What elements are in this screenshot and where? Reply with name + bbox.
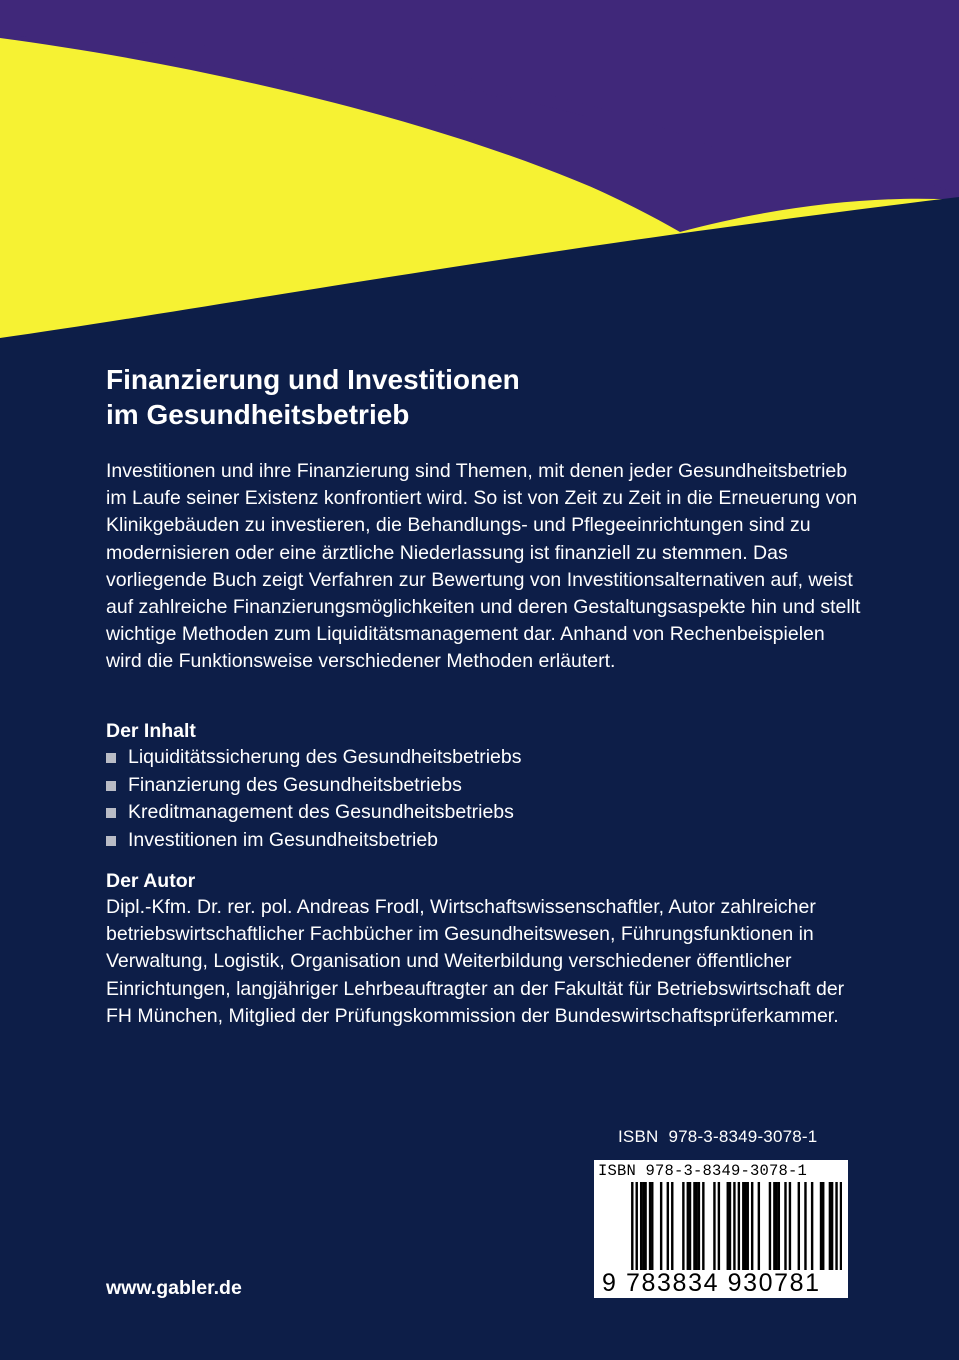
list-item xyxy=(106,772,846,800)
barcode-bar xyxy=(644,1182,646,1272)
barcode-bar xyxy=(804,1182,806,1272)
barcode-bar xyxy=(822,1182,824,1272)
list-item xyxy=(106,744,846,772)
barcode-bar xyxy=(693,1182,695,1272)
barcode xyxy=(594,1160,848,1298)
author-paragraph: Dipl.-Kfm. Dr. rer. pol. Andreas Frodl, Wirtschaftswissenschaftler, Autor zahlreicher betriebswirtschaftlicher Fachbücher im Gesundheitswesen, Führungsfunktionen in Verwaltung, Logistik, Organisation und Weiterbildung verschiedener öffentlicher Einrichtungen, langjähriger Lehrbeauftragter an der Fakultät für Betriebswirtschaft der FH München, Mitglied der Prüfungskommission der Bundeswirtschaftsprüferkammer. xyxy=(106,896,845,1027)
barcode-bar xyxy=(702,1182,704,1272)
barcode-bar xyxy=(649,1182,651,1272)
barcode-bar xyxy=(733,1182,735,1282)
barcode-bars-icon xyxy=(600,1182,842,1282)
square-bullet-icon xyxy=(106,808,116,818)
list-item-label: Kreditmanagement des Gesundheitsbetriebs xyxy=(128,801,514,823)
barcode-bar xyxy=(718,1182,720,1272)
barcode-isbn-text: ISBN 978-3-8349-3078-1 xyxy=(598,1162,808,1180)
barcode-bar xyxy=(789,1182,791,1272)
barcode-bar xyxy=(769,1182,771,1272)
barcode-bar xyxy=(775,1182,777,1272)
barcode-bar xyxy=(689,1182,691,1272)
title-line-2: im Gesundheitsbetrieb xyxy=(106,399,410,430)
list-item xyxy=(106,827,846,855)
barcode-bar xyxy=(773,1182,775,1272)
square-bullet-icon xyxy=(106,753,116,763)
barcode-bar xyxy=(651,1182,653,1272)
barcode-bar xyxy=(695,1182,697,1272)
barcode-bar xyxy=(729,1182,731,1272)
barcode-digits: 9 783834 930781 xyxy=(600,1270,846,1296)
barcode-bar xyxy=(742,1182,744,1272)
barcode-bar xyxy=(840,1182,842,1282)
barcode-bar xyxy=(682,1182,684,1272)
isbn-number: 978-3-8349-3078-1 xyxy=(668,1127,818,1146)
author-heading: Der Autor xyxy=(106,870,196,892)
square-bullet-icon xyxy=(106,836,116,846)
barcode-bar xyxy=(751,1182,753,1272)
barcode-bar xyxy=(687,1182,689,1272)
book-title xyxy=(106,362,866,432)
list-item-label: Investitionen im Gesundheitsbetrieb xyxy=(128,828,439,851)
barcode-bar xyxy=(744,1182,746,1272)
barcode-bar xyxy=(831,1182,833,1272)
barcode-bar xyxy=(727,1182,729,1272)
square-bullet-icon xyxy=(106,781,116,791)
isbn-label: ISBN xyxy=(618,1127,659,1146)
cover-swoosh-art xyxy=(0,0,959,345)
title-line-1: Finanzierung und Investitionen xyxy=(106,364,520,395)
barcode-bar xyxy=(784,1182,786,1272)
list-item xyxy=(106,799,846,827)
barcode-bar xyxy=(778,1182,780,1272)
barcode-bar xyxy=(636,1182,638,1282)
barcode-bar xyxy=(667,1182,669,1272)
contents-heading: Der Inhalt xyxy=(106,720,196,742)
barcode-bar xyxy=(671,1182,673,1272)
barcode-bar xyxy=(660,1182,662,1272)
barcode-bar xyxy=(640,1182,642,1272)
list-item-label: Finanzierung des Gesundheitsbetriebs xyxy=(128,773,462,796)
barcode-bar xyxy=(698,1182,700,1272)
barcode-bar xyxy=(758,1182,760,1272)
barcode-bar xyxy=(829,1182,831,1272)
barcode-bar xyxy=(631,1182,633,1282)
isbn-line xyxy=(618,1126,817,1148)
barcode-bar xyxy=(820,1182,822,1272)
list-item-label: Liquiditätssicherung des Gesundheitsbetriebs xyxy=(128,746,522,768)
barcode-bar xyxy=(642,1182,644,1272)
barcode-bar xyxy=(738,1182,740,1282)
publisher-website: www.gabler.de xyxy=(106,1277,242,1299)
contents-list xyxy=(106,744,846,854)
barcode-bar xyxy=(835,1182,837,1282)
barcode-bar xyxy=(798,1182,800,1272)
barcode-bar xyxy=(747,1182,749,1272)
barcode-bar xyxy=(811,1182,813,1272)
barcode-bar xyxy=(713,1182,715,1272)
intro-paragraph: Investitionen und ihre Finanzierung sind Themen, mit denen jeder Gesundheitsbetrieb im Laufe seiner Existenz konfrontiert wird. So ist von Zeit zu Zeit in die Erneuerung von Klinikgebäuden zu investieren, die Behandlungs- und Pflegeeinrichtungen sind zu modernisieren oder eine ärztliche Niederlassung ist finanziell zu stemmen. Das vorliegende Buch zeigt Verfahren zur Bewertung von Investitionsalternativen auf, weist auf zahlreiche Finanzierungsmöglichkeiten und deren Gestaltungsaspekte hin und stellt wichtige Methoden zum Liquiditätsmanagement dar. Anhand von Rechenbeispielen wird die Funktionsweise verschiedener Methoden erläutert. xyxy=(106,460,861,673)
